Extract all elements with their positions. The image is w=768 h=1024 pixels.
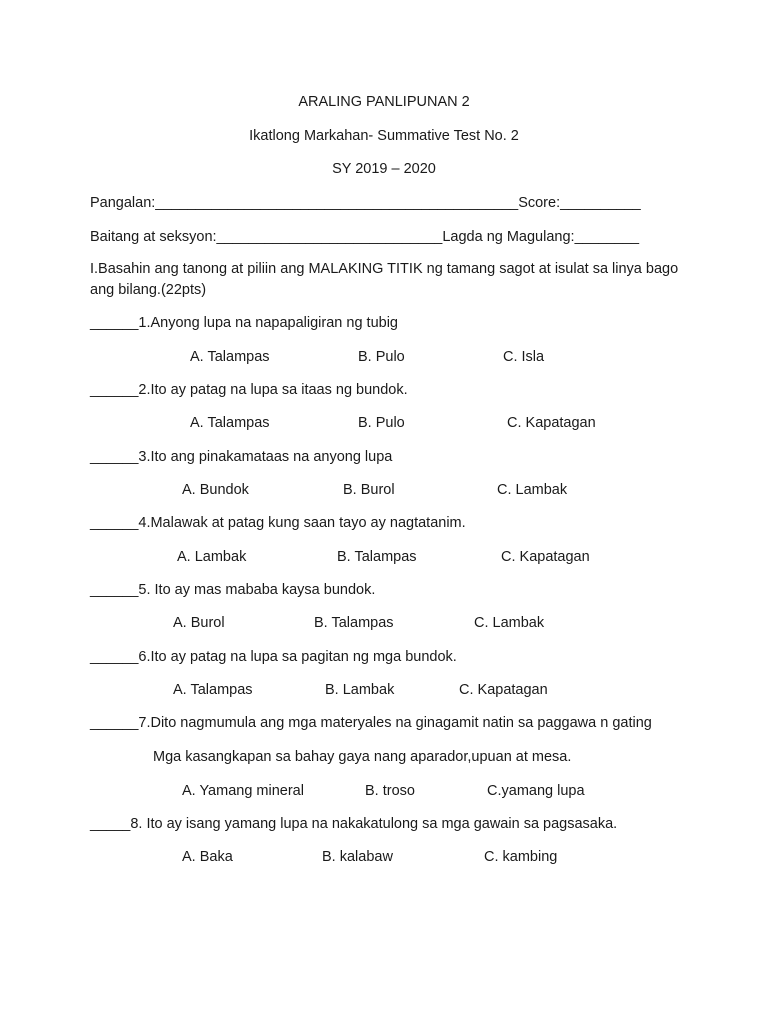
- q4-choice-c: C. Kapatagan: [501, 549, 590, 565]
- school-year: SY 2019 – 2020: [332, 161, 436, 177]
- instructions: I.Basahin ang tanong at piliin ang MALAKING TITIK ng tamang sagot at isulat sa linya bago ang bilang.(22pts): [90, 261, 679, 298]
- test-title: Ikatlong Markahan- Summative Test No. 2: [249, 128, 519, 144]
- q1-choice-c: C. Isla: [503, 349, 545, 365]
- question-5: ______5. Ito ay mas mababa kaysa bundok.: [90, 582, 376, 598]
- q4-choice-a: A. Lambak: [177, 549, 247, 565]
- q1-choice-b: B. Pulo: [358, 349, 405, 365]
- q6-choice-a: A. Talampas: [173, 682, 253, 698]
- q2-choice-c: C. Kapatagan: [507, 415, 596, 431]
- question-7-continuation: Mga kasangkapan sa bahay gaya nang aparador,upuan at mesa.: [153, 749, 572, 765]
- q3-choice-c: C. Lambak: [497, 482, 568, 498]
- q5-choice-a: A. Burol: [173, 615, 225, 631]
- question-6: ______6.Ito ay patag na lupa sa pagitan ng mga bundok.: [90, 649, 457, 665]
- q2-choice-b: B. Pulo: [358, 415, 405, 431]
- q3-choice-b: B. Burol: [343, 482, 395, 498]
- q8-choice-c: C. kambing: [484, 849, 558, 865]
- q3-choice-a: A. Bundok: [182, 482, 249, 498]
- question-2: ______2.Ito ay patag na lupa sa itaas ng bundok.: [90, 382, 408, 398]
- question-3: ______3.Ito ang pinakamataas na anyong lupa: [90, 449, 393, 465]
- q7-choice-c: C.yamang lupa: [487, 783, 585, 799]
- q8-choice-b: B. kalabaw: [322, 849, 393, 865]
- q2-choice-a: A. Talampas: [190, 415, 270, 431]
- q6-choice-c: C. Kapatagan: [459, 682, 548, 698]
- q4-choice-b: B. Talampas: [337, 549, 417, 565]
- question-1: ______1.Anyong lupa na napapaligiran ng tubig: [90, 315, 398, 331]
- q7-choice-b: B. troso: [365, 783, 415, 799]
- q7-choice-a: A. Yamang mineral: [182, 783, 304, 799]
- name-score-line: Pangalan:_____________________________________________Score:__________: [90, 195, 641, 211]
- q5-choice-b: B. Talampas: [314, 615, 394, 631]
- subject-title: ARALING PANLIPUNAN 2: [298, 94, 470, 110]
- grade-signature-line: Baitang at seksyon:____________________________Lagda ng Magulang:________: [90, 229, 640, 245]
- q5-choice-c: C. Lambak: [474, 615, 545, 631]
- question-8: _____8. Ito ay isang yamang lupa na nakakatulong sa mga gawain sa pagsasaka.: [90, 816, 618, 832]
- question-7: ______7.Dito nagmumula ang mga materyales na ginagamit natin sa paggawa n gating: [90, 715, 652, 731]
- question-4: ______4.Malawak at patag kung saan tayo ay nagtatanim.: [90, 515, 466, 531]
- q6-choice-b: B. Lambak: [325, 682, 395, 698]
- q1-choice-a: A. Talampas: [190, 349, 270, 365]
- q8-choice-a: A. Baka: [182, 849, 233, 865]
